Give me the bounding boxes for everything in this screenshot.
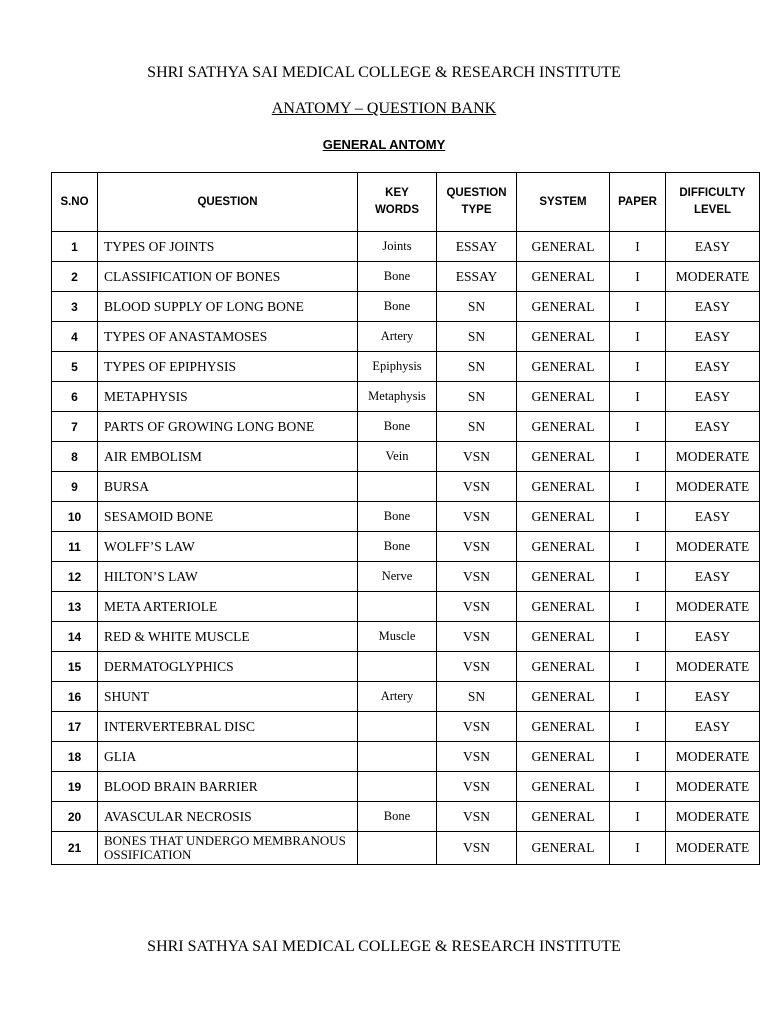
section-title: GENERAL ANTOMY xyxy=(322,137,446,152)
cell-question: TYPES OF JOINTS xyxy=(98,232,358,262)
cell-keywords xyxy=(358,592,437,622)
cell-system: GENERAL xyxy=(517,712,610,742)
cell-question: HILTON’S LAW xyxy=(98,562,358,592)
cell-keywords: Vein xyxy=(358,442,437,472)
cell-difficulty: EASY xyxy=(666,322,760,352)
cell-keywords xyxy=(358,712,437,742)
cell-system: GENERAL xyxy=(517,682,610,712)
col-header-difficulty: DIFFICULTY LEVEL xyxy=(666,173,760,232)
cell-type: VSN xyxy=(437,532,517,562)
cell-paper: I xyxy=(610,322,666,352)
cell-sno: 9 xyxy=(52,472,98,502)
cell-sno: 5 xyxy=(52,352,98,382)
cell-sno: 11 xyxy=(52,532,98,562)
cell-question: META ARTERIOLE xyxy=(98,592,358,622)
cell-type: VSN xyxy=(437,742,517,772)
cell-question: SHUNT xyxy=(98,682,358,712)
cell-question: METAPHYSIS xyxy=(98,382,358,412)
table-row xyxy=(52,232,760,262)
cell-sno: 4 xyxy=(52,322,98,352)
cell-type: VSN xyxy=(437,442,517,472)
table-row xyxy=(52,622,760,652)
cell-paper: I xyxy=(610,472,666,502)
cell-sno: 10 xyxy=(52,502,98,532)
cell-difficulty: EASY xyxy=(666,232,760,262)
cell-paper: I xyxy=(610,502,666,532)
col-header-system: SYSTEM xyxy=(517,173,610,232)
cell-system: GENERAL xyxy=(517,352,610,382)
cell-question: AVASCULAR NECROSIS xyxy=(98,802,358,832)
cell-system: GENERAL xyxy=(517,772,610,802)
cell-paper: I xyxy=(610,262,666,292)
cell-type: SN xyxy=(437,382,517,412)
cell-system: GENERAL xyxy=(517,322,610,352)
cell-type: VSN xyxy=(437,472,517,502)
table-row xyxy=(52,742,760,772)
cell-difficulty: MODERATE xyxy=(666,442,760,472)
col-header-paper: PAPER xyxy=(610,173,666,232)
cell-question: INTERVERTEBRAL DISC xyxy=(98,712,358,742)
cell-type: VSN xyxy=(437,622,517,652)
cell-sno: 12 xyxy=(52,562,98,592)
cell-difficulty: EASY xyxy=(666,562,760,592)
cell-question: RED & WHITE MUSCLE xyxy=(98,622,358,652)
cell-difficulty: EASY xyxy=(666,292,760,322)
cell-keywords xyxy=(358,772,437,802)
cell-question: TYPES OF EPIPHYSIS xyxy=(98,352,358,382)
col-header-question: QUESTION xyxy=(98,173,358,232)
table-row xyxy=(52,802,760,832)
cell-difficulty: MODERATE xyxy=(666,802,760,832)
cell-paper: I xyxy=(610,652,666,682)
cell-sno: 2 xyxy=(52,262,98,292)
cell-question: PARTS OF GROWING LONG BONE xyxy=(98,412,358,442)
cell-system: GENERAL xyxy=(517,232,610,262)
cell-paper: I xyxy=(610,712,666,742)
cell-difficulty: EASY xyxy=(666,622,760,652)
cell-keywords: Muscle xyxy=(358,622,437,652)
cell-keywords xyxy=(358,472,437,502)
table-body xyxy=(52,232,760,865)
col-header-sno: S.NO xyxy=(52,173,98,232)
cell-paper: I xyxy=(610,742,666,772)
cell-sno: 7 xyxy=(52,412,98,442)
cell-question: AIR EMBOLISM xyxy=(98,442,358,472)
question-table xyxy=(51,172,760,865)
table-row xyxy=(52,442,760,472)
cell-sno: 17 xyxy=(52,712,98,742)
cell-system: GENERAL xyxy=(517,652,610,682)
col-header-type: QUESTION TYPE xyxy=(437,173,517,232)
cell-system: GENERAL xyxy=(517,442,610,472)
table-row xyxy=(52,682,760,712)
cell-paper: I xyxy=(610,772,666,802)
table-row xyxy=(52,832,760,865)
cell-sno: 20 xyxy=(52,802,98,832)
cell-question: CLASSIFICATION OF BONES xyxy=(98,262,358,292)
cell-type: VSN xyxy=(437,832,517,865)
cell-type: VSN xyxy=(437,502,517,532)
cell-paper: I xyxy=(610,292,666,322)
cell-keywords: Joints xyxy=(358,232,437,262)
cell-sno: 8 xyxy=(52,442,98,472)
cell-sno: 18 xyxy=(52,742,98,772)
cell-paper: I xyxy=(610,682,666,712)
cell-system: GENERAL xyxy=(517,832,610,865)
table-row xyxy=(52,592,760,622)
cell-paper: I xyxy=(610,592,666,622)
cell-sno: 15 xyxy=(52,652,98,682)
table-row xyxy=(52,502,760,532)
cell-question: TYPES OF ANASTAMOSES xyxy=(98,322,358,352)
cell-difficulty: MODERATE xyxy=(666,832,760,865)
question-bank-title: ANATOMY – QUESTION BANK xyxy=(271,100,497,117)
cell-difficulty: EASY xyxy=(666,352,760,382)
cell-question: SESAMOID BONE xyxy=(98,502,358,532)
cell-difficulty: EASY xyxy=(666,682,760,712)
cell-keywords xyxy=(358,652,437,682)
table-row xyxy=(52,262,760,292)
cell-sno: 21 xyxy=(52,832,98,865)
cell-keywords: Bone xyxy=(358,532,437,562)
cell-system: GENERAL xyxy=(517,562,610,592)
cell-paper: I xyxy=(610,532,666,562)
cell-system: GENERAL xyxy=(517,472,610,502)
cell-difficulty: MODERATE xyxy=(666,652,760,682)
cell-type: VSN xyxy=(437,592,517,622)
cell-system: GENERAL xyxy=(517,382,610,412)
cell-type: SN xyxy=(437,292,517,322)
cell-system: GENERAL xyxy=(517,622,610,652)
cell-system: GENERAL xyxy=(517,532,610,562)
cell-type: ESSAY xyxy=(437,232,517,262)
cell-system: GENERAL xyxy=(517,262,610,292)
cell-difficulty: MODERATE xyxy=(666,472,760,502)
cell-paper: I xyxy=(610,562,666,592)
cell-keywords: Epiphysis xyxy=(358,352,437,382)
cell-paper: I xyxy=(610,352,666,382)
cell-difficulty: EASY xyxy=(666,502,760,532)
table-row xyxy=(52,322,760,352)
table-row xyxy=(52,352,760,382)
cell-difficulty: EASY xyxy=(666,712,760,742)
cell-difficulty: MODERATE xyxy=(666,592,760,622)
table-row xyxy=(52,532,760,562)
cell-paper: I xyxy=(610,382,666,412)
cell-paper: I xyxy=(610,622,666,652)
footer-college-title: SHRI SATHYA SAI MEDICAL COLLEGE & RESEARCH INSTITUTE xyxy=(147,938,621,955)
cell-type: SN xyxy=(437,682,517,712)
cell-question: BONES THAT UNDERGO MEMBRANOUS OSSIFICATION xyxy=(98,832,358,865)
cell-keywords: Bone xyxy=(358,292,437,322)
cell-paper: I xyxy=(610,832,666,865)
cell-type: VSN xyxy=(437,712,517,742)
cell-type: SN xyxy=(437,322,517,352)
cell-paper: I xyxy=(610,442,666,472)
cell-question: WOLFF’S LAW xyxy=(98,532,358,562)
cell-question: BURSA xyxy=(98,472,358,502)
cell-keywords: Metaphysis xyxy=(358,382,437,412)
cell-sno: 16 xyxy=(52,682,98,712)
table-row xyxy=(52,712,760,742)
cell-sno: 3 xyxy=(52,292,98,322)
cell-keywords: Nerve xyxy=(358,562,437,592)
cell-keywords: Bone xyxy=(358,412,437,442)
cell-type: SN xyxy=(437,352,517,382)
cell-paper: I xyxy=(610,232,666,262)
cell-difficulty: MODERATE xyxy=(666,772,760,802)
cell-sno: 6 xyxy=(52,382,98,412)
cell-keywords: Artery xyxy=(358,322,437,352)
cell-keywords xyxy=(358,832,437,865)
cell-type: VSN xyxy=(437,562,517,592)
cell-sno: 1 xyxy=(52,232,98,262)
cell-type: SN xyxy=(437,412,517,442)
cell-difficulty: MODERATE xyxy=(666,532,760,562)
table-row xyxy=(52,772,760,802)
table-row xyxy=(52,562,760,592)
cell-difficulty: MODERATE xyxy=(666,742,760,772)
cell-system: GENERAL xyxy=(517,592,610,622)
cell-type: VSN xyxy=(437,772,517,802)
table-row xyxy=(52,472,760,502)
table-header-row xyxy=(52,173,760,232)
cell-paper: I xyxy=(610,802,666,832)
cell-type: ESSAY xyxy=(437,262,517,292)
cell-type: VSN xyxy=(437,652,517,682)
cell-keywords: Bone xyxy=(358,502,437,532)
cell-question: BLOOD BRAIN BARRIER xyxy=(98,772,358,802)
cell-sno: 19 xyxy=(52,772,98,802)
cell-keywords: Bone xyxy=(358,262,437,292)
cell-type: VSN xyxy=(437,802,517,832)
cell-paper: I xyxy=(610,412,666,442)
cell-system: GENERAL xyxy=(517,802,610,832)
cell-sno: 14 xyxy=(52,622,98,652)
cell-system: GENERAL xyxy=(517,742,610,772)
cell-difficulty: EASY xyxy=(666,412,760,442)
cell-keywords xyxy=(358,742,437,772)
cell-difficulty: EASY xyxy=(666,382,760,412)
cell-question: DERMATOGLYPHICS xyxy=(98,652,358,682)
cell-system: GENERAL xyxy=(517,412,610,442)
cell-sno: 13 xyxy=(52,592,98,622)
table-row xyxy=(52,382,760,412)
college-title: SHRI SATHYA SAI MEDICAL COLLEGE & RESEARCH INSTITUTE xyxy=(147,64,621,81)
table-row xyxy=(52,652,760,682)
table-row xyxy=(52,292,760,322)
cell-keywords: Artery xyxy=(358,682,437,712)
col-header-keywords: KEY WORDS xyxy=(358,173,437,232)
cell-keywords: Bone xyxy=(358,802,437,832)
cell-question: BLOOD SUPPLY OF LONG BONE xyxy=(98,292,358,322)
cell-question: GLIA xyxy=(98,742,358,772)
table-row xyxy=(52,412,760,442)
cell-difficulty: MODERATE xyxy=(666,262,760,292)
cell-system: GENERAL xyxy=(517,292,610,322)
cell-system: GENERAL xyxy=(517,502,610,532)
